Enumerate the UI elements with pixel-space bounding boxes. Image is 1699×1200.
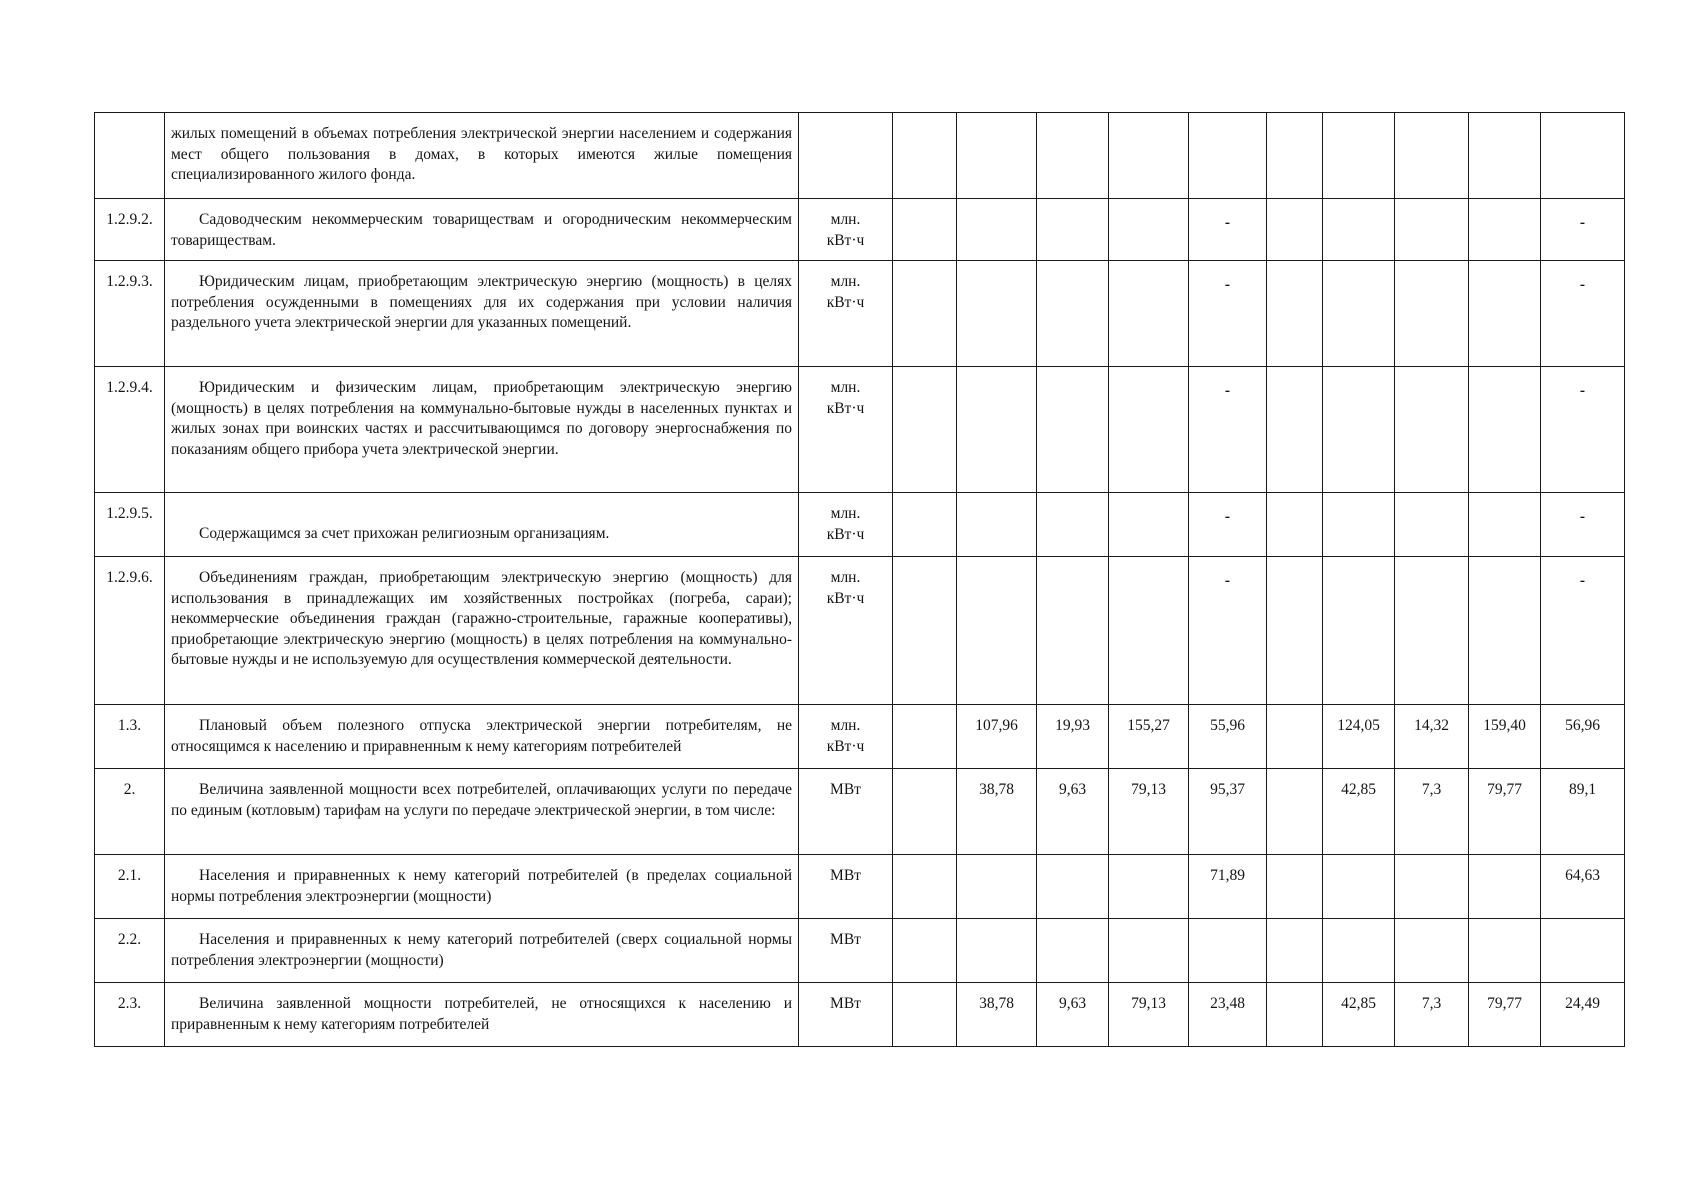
row-unit: млн. кВт·ч (799, 199, 893, 261)
cell-col-5: - (1189, 367, 1267, 493)
cell-col-3: 9,63 (1037, 983, 1109, 1047)
cell-col-9 (1469, 367, 1541, 493)
cell-col-8: 7,3 (1395, 769, 1469, 855)
row-number: 2.3. (95, 983, 165, 1047)
cell-col-5: - (1189, 493, 1267, 557)
row-description: Величина заявленной мощности всех потребителей, оплачивающих услуги по передаче по единым (котловым) тарифам на услуги по передаче электрической энергии, в том числе: (165, 769, 799, 855)
cell-col-8 (1395, 113, 1469, 199)
cell-col-3 (1037, 367, 1109, 493)
cell-col-2 (957, 855, 1037, 919)
cell-col-10: 56,96 (1541, 705, 1625, 769)
cell-col-3 (1037, 199, 1109, 261)
row-unit: млн. кВт·ч (799, 705, 893, 769)
cell-col-6 (1267, 493, 1323, 557)
cell-col-7: 42,85 (1323, 769, 1395, 855)
cell-col-8 (1395, 367, 1469, 493)
row-number (95, 113, 165, 199)
cell-col-5: - (1189, 261, 1267, 367)
row-unit: МВт (799, 983, 893, 1047)
table-row (95, 855, 1625, 919)
row-unit: млн. кВт·ч (799, 493, 893, 557)
cell-col-10: - (1541, 261, 1625, 367)
cell-col-6 (1267, 367, 1323, 493)
cell-col-2: 38,78 (957, 983, 1037, 1047)
cell-col-8 (1395, 261, 1469, 367)
row-number: 1.2.9.4. (95, 367, 165, 493)
cell-col-7 (1323, 261, 1395, 367)
cell-col-3 (1037, 493, 1109, 557)
cell-col-4 (1109, 493, 1189, 557)
cell-col-6 (1267, 113, 1323, 199)
cell-col-7 (1323, 113, 1395, 199)
cell-col-5 (1189, 113, 1267, 199)
cell-col-9 (1469, 557, 1541, 705)
cell-col-2 (957, 919, 1037, 983)
table-row (95, 493, 1625, 557)
row-description: Содержащимся за счет прихожан религиозным организациям. (165, 493, 799, 557)
row-unit: МВт (799, 769, 893, 855)
cell-col-4: 79,13 (1109, 769, 1189, 855)
cell-col-1 (893, 705, 957, 769)
cell-col-1 (893, 855, 957, 919)
cell-col-8 (1395, 855, 1469, 919)
cell-col-8: 14,32 (1395, 705, 1469, 769)
cell-col-2: 107,96 (957, 705, 1037, 769)
table-row (95, 983, 1625, 1047)
cell-col-10: 89,1 (1541, 769, 1625, 855)
cell-col-1 (893, 367, 957, 493)
cell-col-5: 23,48 (1189, 983, 1267, 1047)
cell-col-5: 95,37 (1189, 769, 1267, 855)
cell-col-2: 38,78 (957, 769, 1037, 855)
cell-col-1 (893, 113, 957, 199)
cell-col-5: 55,96 (1189, 705, 1267, 769)
cell-col-1 (893, 557, 957, 705)
cell-col-7: 124,05 (1323, 705, 1395, 769)
row-unit (799, 113, 893, 199)
cell-col-2 (957, 367, 1037, 493)
cell-col-2 (957, 493, 1037, 557)
cell-col-2 (957, 557, 1037, 705)
row-description: Юридическим и физическим лицам, приобретающим электрическую энергию (мощность) в целях потребления на коммунально-бытовые нужды в населенных пунктах и жилых зонах при воинских частях и рассчитывающимся по договору энергоснабжения по показаниям общего прибора учета электрической энергии. (165, 367, 799, 493)
cell-col-4 (1109, 855, 1189, 919)
row-unit: млн. кВт·ч (799, 557, 893, 705)
document-page (94, 112, 1624, 1047)
cell-col-4 (1109, 919, 1189, 983)
row-description: Плановый объем полезного отпуска электрической энергии потребителям, не относящимся к населению и приравненным к нему категориям потребителей (165, 705, 799, 769)
cell-col-7 (1323, 199, 1395, 261)
cell-col-6 (1267, 769, 1323, 855)
cell-col-10: - (1541, 557, 1625, 705)
cell-col-8 (1395, 199, 1469, 261)
row-number: 2.1. (95, 855, 165, 919)
cell-col-1 (893, 199, 957, 261)
cell-col-10 (1541, 919, 1625, 983)
cell-col-1 (893, 261, 957, 367)
row-unit: МВт (799, 855, 893, 919)
cell-col-6 (1267, 557, 1323, 705)
table-row (95, 113, 1625, 199)
row-description: Юридическим лицам, приобретающим электрическую энергию (мощность) в целях потребления осужденными в помещениях для их содержания при условии наличия раздельного учета электрической энергии для указанных помещений. (165, 261, 799, 367)
table-row (95, 769, 1625, 855)
cell-col-5 (1189, 919, 1267, 983)
row-description: Величина заявленной мощности потребителей, не относящихся к населению и приравненным к нему категориям потребителей (165, 983, 799, 1047)
row-number: 1.2.9.2. (95, 199, 165, 261)
cell-col-9: 159,40 (1469, 705, 1541, 769)
cell-col-8 (1395, 919, 1469, 983)
table-row (95, 367, 1625, 493)
cell-col-6 (1267, 983, 1323, 1047)
table-row (95, 557, 1625, 705)
cell-col-2 (957, 113, 1037, 199)
row-unit: МВт (799, 919, 893, 983)
cell-col-7: 42,85 (1323, 983, 1395, 1047)
cell-col-4 (1109, 261, 1189, 367)
cell-col-5: - (1189, 199, 1267, 261)
cell-col-9 (1469, 113, 1541, 199)
table-row (95, 199, 1625, 261)
cell-col-4 (1109, 113, 1189, 199)
row-description: жилых помещений в объемах потребления электрической энергии населением и содержания мест общего пользования в домах, в которых имеются жилые помещения специализированного жилого фонда. (165, 113, 799, 199)
cell-col-4: 79,13 (1109, 983, 1189, 1047)
cell-col-6 (1267, 705, 1323, 769)
row-description: Садоводческим некоммерческим товариществам и огородническим некоммерческим товариществам. (165, 199, 799, 261)
cell-col-4 (1109, 557, 1189, 705)
cell-col-3 (1037, 261, 1109, 367)
cell-col-4 (1109, 367, 1189, 493)
cell-col-4 (1109, 199, 1189, 261)
cell-col-7 (1323, 493, 1395, 557)
row-number: 1.3. (95, 705, 165, 769)
cell-col-3 (1037, 557, 1109, 705)
row-unit: млн. кВт·ч (799, 261, 893, 367)
cell-col-3 (1037, 919, 1109, 983)
row-description: Населения и приравненных к нему категорий потребителей (сверх социальной нормы потребления электроэнергии (мощности) (165, 919, 799, 983)
cell-col-1 (893, 493, 957, 557)
cell-col-9 (1469, 199, 1541, 261)
cell-col-10: - (1541, 367, 1625, 493)
row-unit: млн. кВт·ч (799, 367, 893, 493)
cell-col-3: 9,63 (1037, 769, 1109, 855)
cell-col-3: 19,93 (1037, 705, 1109, 769)
row-number: 2. (95, 769, 165, 855)
table-row (95, 261, 1625, 367)
cell-col-10: - (1541, 493, 1625, 557)
cell-col-8 (1395, 557, 1469, 705)
cell-col-5: - (1189, 557, 1267, 705)
cell-col-2 (957, 261, 1037, 367)
row-number: 1.2.9.6. (95, 557, 165, 705)
cell-col-9 (1469, 919, 1541, 983)
cell-col-1 (893, 983, 957, 1047)
cell-col-7 (1323, 855, 1395, 919)
cell-col-10: - (1541, 199, 1625, 261)
cell-col-6 (1267, 261, 1323, 367)
cell-col-5: 71,89 (1189, 855, 1267, 919)
cell-col-10: 64,63 (1541, 855, 1625, 919)
cell-col-9 (1469, 855, 1541, 919)
row-number: 1.2.9.3. (95, 261, 165, 367)
cell-col-9: 79,77 (1469, 983, 1541, 1047)
cell-col-4: 155,27 (1109, 705, 1189, 769)
cell-col-2 (957, 199, 1037, 261)
cell-col-3 (1037, 855, 1109, 919)
row-number: 2.2. (95, 919, 165, 983)
cell-col-7 (1323, 557, 1395, 705)
cell-col-9: 79,77 (1469, 769, 1541, 855)
cell-col-10: 24,49 (1541, 983, 1625, 1047)
cell-col-7 (1323, 919, 1395, 983)
cell-col-7 (1323, 367, 1395, 493)
row-number: 1.2.9.5. (95, 493, 165, 557)
cell-col-3 (1037, 113, 1109, 199)
cell-col-8 (1395, 493, 1469, 557)
table-row (95, 705, 1625, 769)
row-description: Объединениям граждан, приобретающим электрическую энергию (мощность) для использования в принадлежащих им хозяйственных постройках (погреба, сараи); некоммерческие объединения граждан (гаражно-строительные, гаражные кооперативы), приобретающие электрическую энергию (мощность) в целях потребления на коммунально-бытовые нужды и не используемую для осуществления коммерческой деятельности. (165, 557, 799, 705)
row-description: Населения и приравненных к нему категорий потребителей (в пределах социальной нормы потребления электроэнергии (мощности) (165, 855, 799, 919)
cell-col-9 (1469, 493, 1541, 557)
cell-col-1 (893, 769, 957, 855)
table-row (95, 919, 1625, 983)
tariff-table (94, 112, 1625, 1047)
cell-col-8: 7,3 (1395, 983, 1469, 1047)
cell-col-1 (893, 919, 957, 983)
cell-col-6 (1267, 919, 1323, 983)
cell-col-6 (1267, 199, 1323, 261)
cell-col-6 (1267, 855, 1323, 919)
cell-col-10 (1541, 113, 1625, 199)
cell-col-9 (1469, 261, 1541, 367)
